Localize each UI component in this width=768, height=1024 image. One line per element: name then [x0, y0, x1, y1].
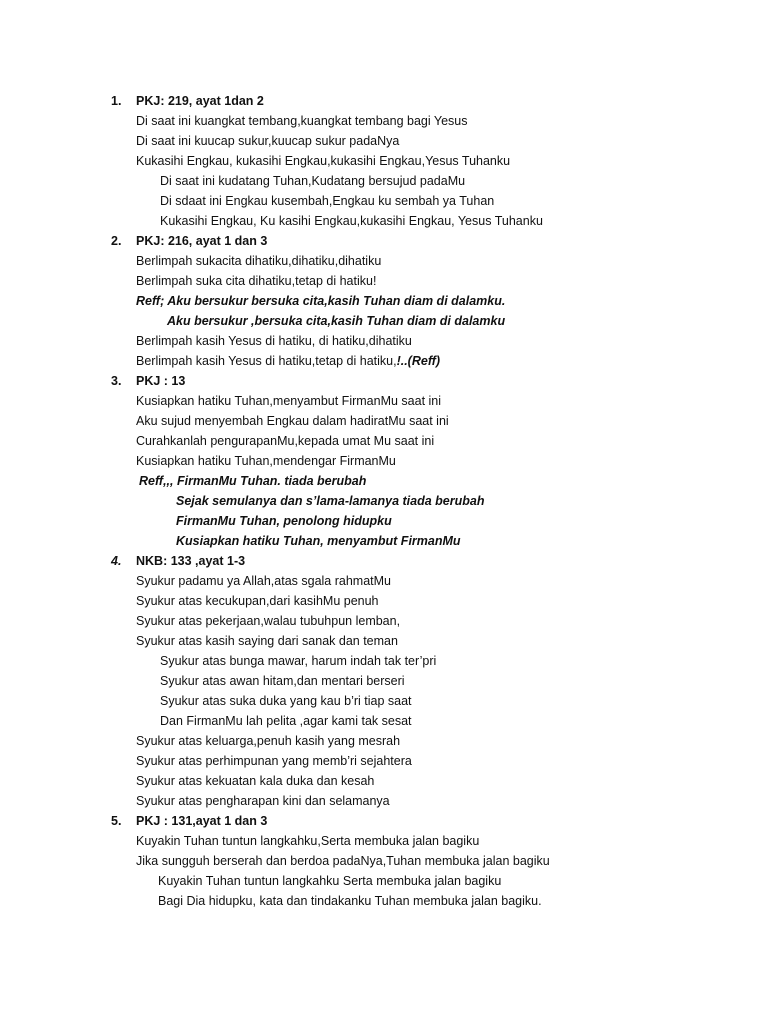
lyric-line: Kuyakin Tuhan tuntun langkahku Serta membuka jalan bagiku — [158, 874, 502, 888]
refrain-line: Sejak semulanya dan s’lama-lamanya tiada berubah — [176, 494, 485, 508]
lyric-line: Bagi Dia hidupku, kata dan tindakanku Tuhan membuka jalan bagiku. — [158, 894, 542, 908]
lyric-line: Syukur atas pekerjaan,walau tubuhpun lemban, — [136, 614, 401, 628]
lyric-line: Kuyakin Tuhan tuntun langkahku,Serta membuka jalan bagiku — [136, 834, 480, 848]
refrain-line: Reff; Aku bersukur bersuka cita,kasih Tuhan diam di dalamku. — [136, 294, 506, 308]
lyric-line: Curahkanlah pengurapanMu,kepada umat Mu saat ini — [136, 434, 435, 448]
lyric-line: Syukur atas kecukupan,dari kasihMu penuh — [136, 594, 379, 608]
lyric-line: Syukur atas awan hitam,dan mentari berseri — [160, 674, 405, 688]
lyric-line: Syukur padamu ya Allah,atas sgala rahmatMu — [136, 574, 391, 588]
refrain-line: Reff,,, FirmanMu Tuhan. tiada berubah — [139, 474, 367, 488]
lyric-text: Berlimpah kasih Yesus di hatiku,tetap di hatiku, — [136, 354, 397, 368]
lyric-line: Kukasihi Engkau, Ku kasihi Engkau,kukasihi Engkau, Yesus Tuhanku — [160, 214, 543, 228]
lyric-line: Syukur atas kekuatan kala duka dan kesah — [136, 774, 375, 788]
lyric-line: Jika sungguh berserah dan berdoa padaNya,Tuhan membuka jalan bagiku — [136, 854, 550, 868]
lyric-line: Kusiapkan hatiku Tuhan,mendengar FirmanMu — [136, 454, 396, 468]
lyric-line: Syukur atas suka duka yang kau b’ri tiap saat — [160, 694, 412, 708]
song-number: 1. — [111, 94, 122, 108]
song-heading: PKJ : 13 — [136, 374, 186, 388]
song-heading: PKJ: 216, ayat 1 dan 3 — [136, 234, 268, 248]
lyric-line: Syukur atas pengharapan kini dan selamanya — [136, 794, 390, 808]
song-number: 2. — [111, 234, 122, 248]
lyric-line: Berlimpah sukacita dihatiku,dihatiku,dihatiku — [136, 254, 382, 268]
song-number: 4. — [111, 554, 122, 568]
lyric-line: Di sdaat ini Engkau kusembah,Engkau ku sembah ya Tuhan — [160, 194, 495, 208]
lyric-line: Berlimpah kasih Yesus di hatiku, di hatiku,dihatiku — [136, 334, 412, 348]
lyric-line — [136, 353, 440, 369]
lyric-line: Di saat ini kuucap sukur,kuucap sukur padaNya — [136, 134, 400, 148]
refrain-marker: !..(Reff) — [396, 354, 441, 368]
lyric-line: Syukur atas perhimpunan yang memb’ri sejahtera — [136, 754, 412, 768]
song-heading: PKJ : 131,ayat 1 dan 3 — [136, 814, 268, 828]
lyric-line: Dan FirmanMu lah pelita ,agar kami tak sesat — [160, 714, 412, 728]
lyric-line: Kukasihi Engkau, kukasihi Engkau,kukasihi Engkau,Yesus Tuhanku — [136, 154, 511, 168]
lyric-line: Kusiapkan hatiku Tuhan,menyambut FirmanMu saat ini — [136, 394, 442, 408]
lyric-line: Aku sujud menyembah Engkau dalam hadiratMu saat ini — [136, 414, 449, 428]
lyric-line: Syukur atas bunga mawar, harum indah tak ter’pri — [160, 654, 437, 668]
song-number: 3. — [111, 374, 122, 388]
song-number: 5. — [111, 814, 122, 828]
refrain-line: Kusiapkan hatiku Tuhan, menyambut FirmanMu — [176, 534, 461, 548]
refrain-line: FirmanMu Tuhan, penolong hidupku — [176, 514, 392, 528]
song-heading: NKB: 133 ,ayat 1-3 — [136, 554, 246, 568]
lyric-line: Berlimpah suka cita dihatiku,tetap di hatiku! — [136, 274, 377, 288]
lyric-line: Syukur atas keluarga,penuh kasih yang mesrah — [136, 734, 401, 748]
song-heading: PKJ: 219, ayat 1dan 2 — [136, 94, 264, 108]
refrain-line: Aku bersukur ,bersuka cita,kasih Tuhan diam di dalamku — [167, 314, 506, 328]
lyric-line: Di saat ini kuangkat tembang,kuangkat tembang bagi Yesus — [136, 114, 468, 128]
lyric-line: Di saat ini kudatang Tuhan,Kudatang bersujud padaMu — [160, 174, 466, 188]
lyric-line: Syukur atas kasih saying dari sanak dan teman — [136, 634, 398, 648]
